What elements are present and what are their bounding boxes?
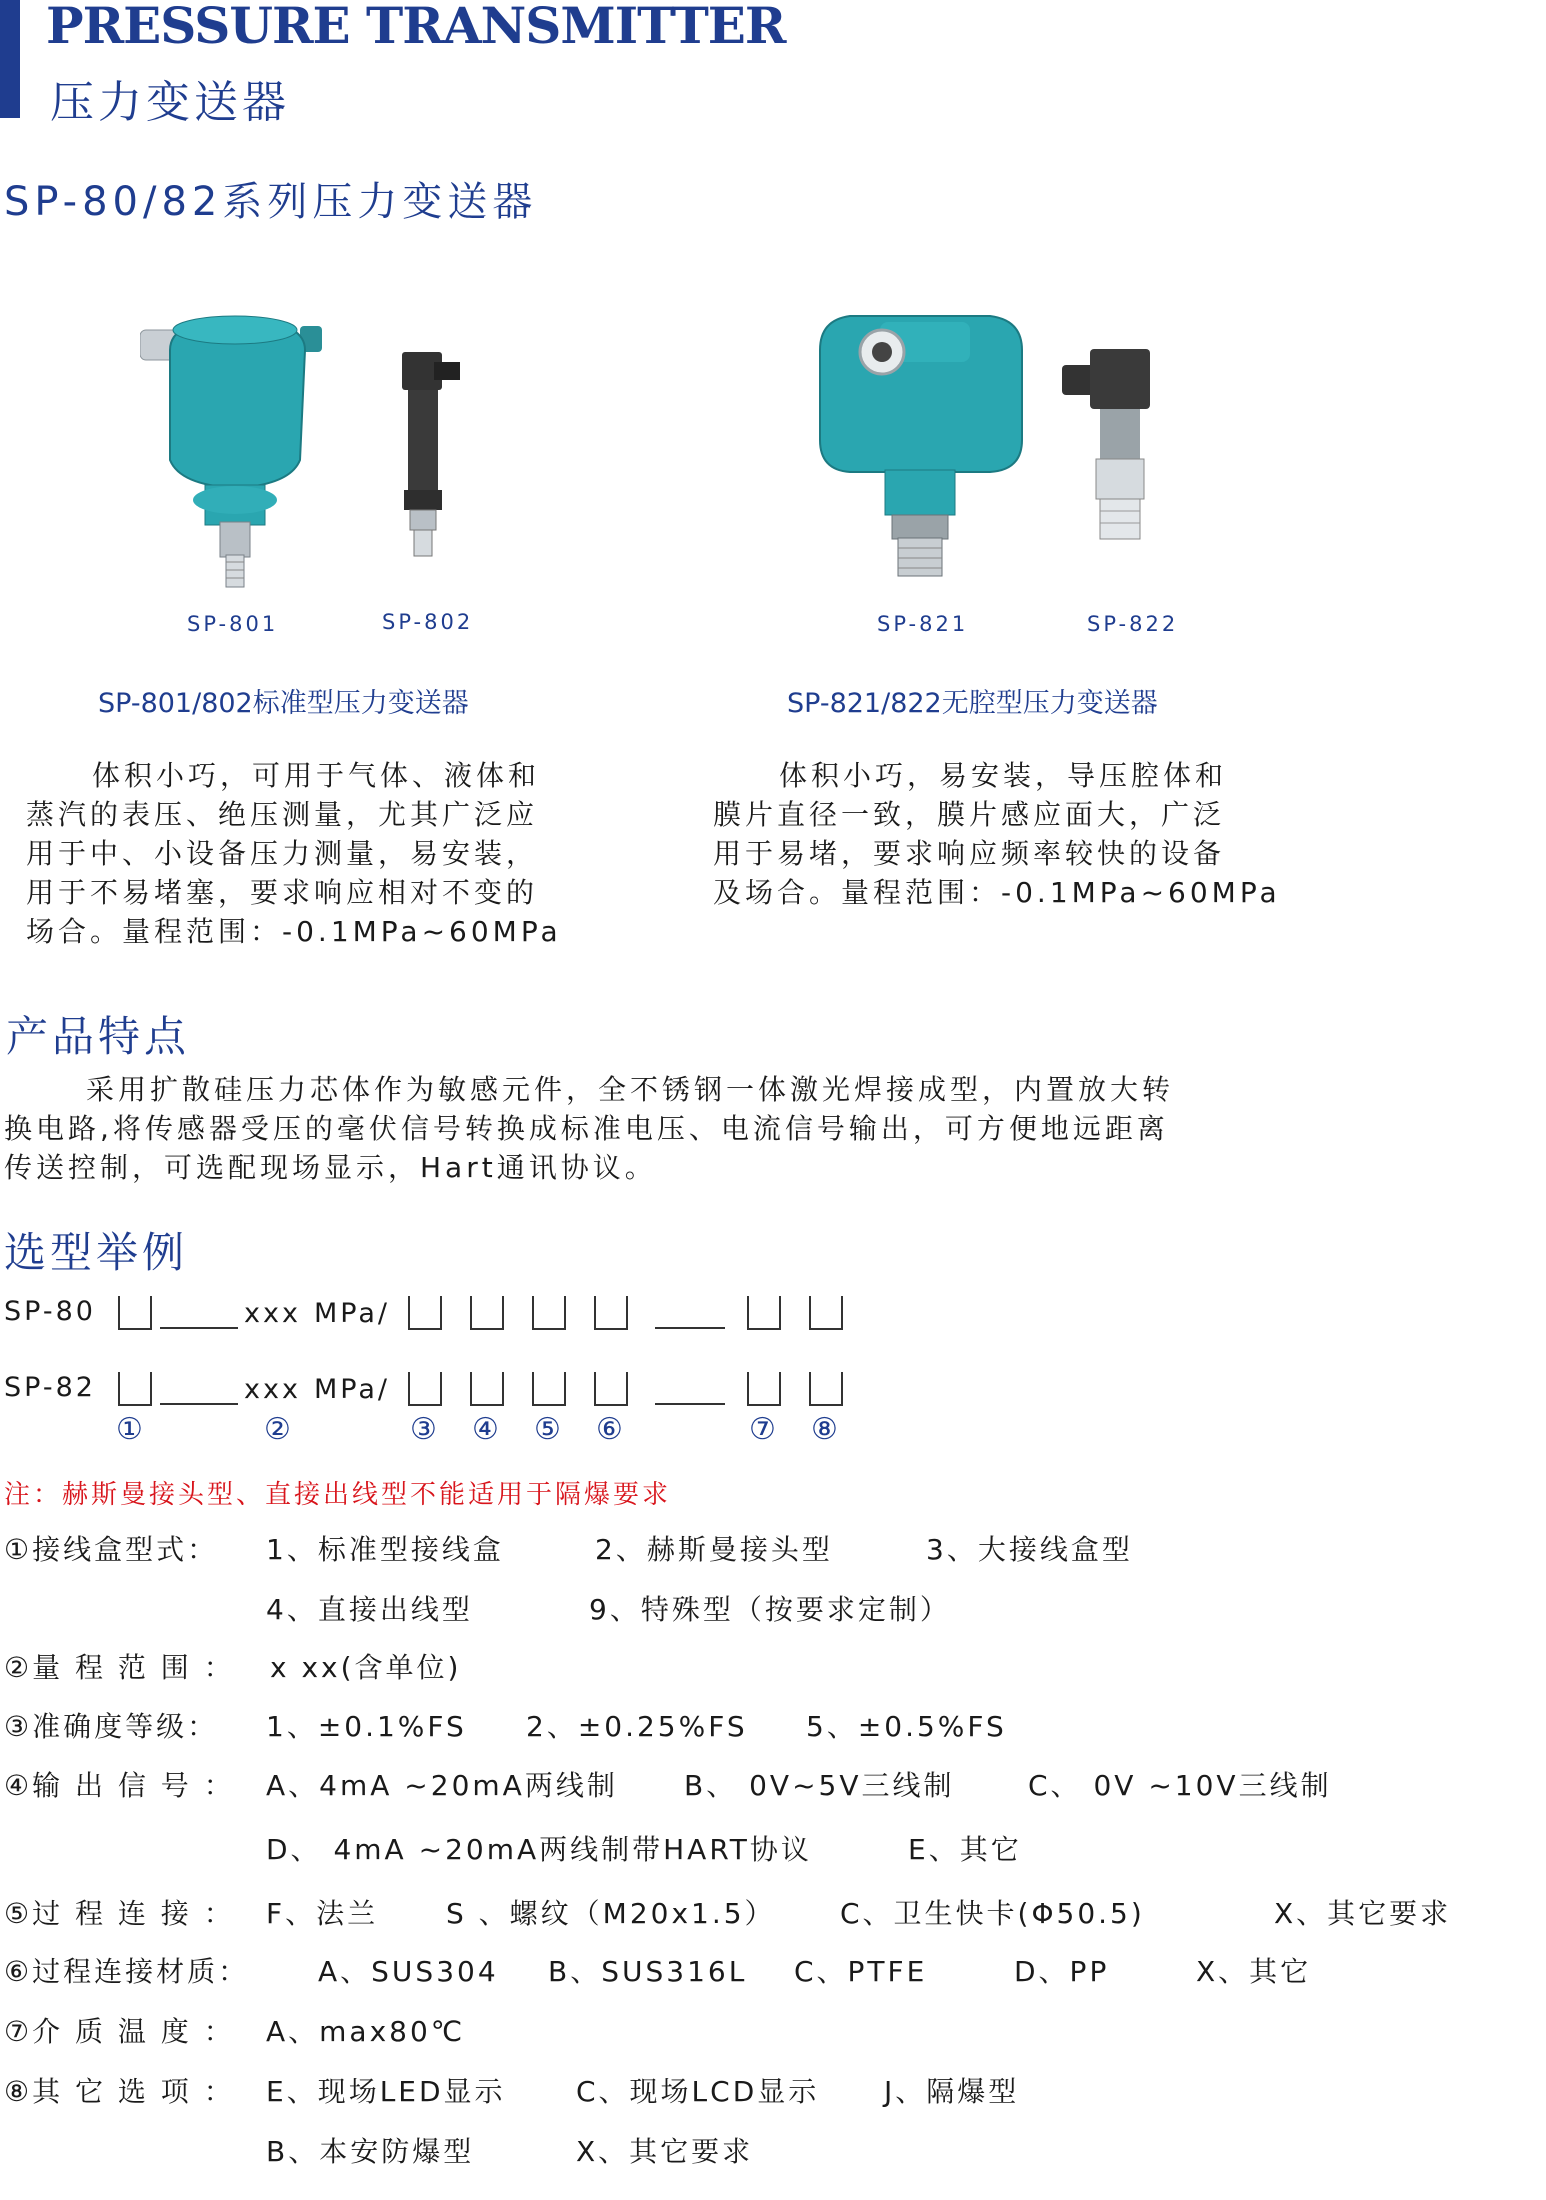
code-box-7 <box>747 1372 781 1406</box>
code-box-5 <box>532 1372 566 1406</box>
option-value: C、 0V ~10V三线制 <box>1028 1769 1332 1802</box>
option-value: C、PTFE <box>794 1955 928 1988</box>
code-dash <box>160 1327 238 1329</box>
code-unit: MPa/ <box>314 1374 391 1405</box>
code-box-4 <box>470 1372 504 1406</box>
code-box-4 <box>470 1296 504 1330</box>
marker-6: ⑥ <box>596 1412 623 1447</box>
code-range: xxx <box>244 1298 301 1329</box>
page-title-en: PRESSURE TRANSMITTER <box>46 0 786 55</box>
option-value: C、卫生快卡(Φ50.5) <box>840 1897 1145 1930</box>
feature-line: 换电路,将传感器受压的毫伏信号转换成标准电压、电流信号输出，可方便地远距离 <box>4 1112 1169 1145</box>
code-box-8 <box>809 1296 843 1330</box>
left-product-description <box>26 756 562 951</box>
option-value: X、其它要求 <box>1274 1897 1452 1930</box>
desc-line: 膜片直径一致，膜片感应面大，广泛 <box>713 798 1226 831</box>
marker-7: ⑦ <box>749 1412 776 1447</box>
code-row-prefix: SP-80 <box>4 1296 96 1327</box>
sp821-image <box>810 310 1030 580</box>
feature-line: 传送控制，可选配现场显示，Hart通讯协议。 <box>4 1151 657 1184</box>
option-value: 2、赫斯曼接头型 <box>595 1533 833 1566</box>
desc-line: 用于不易堵塞，要求响应相对不变的 <box>26 876 539 909</box>
feature-line: 采用扩散硅压力芯体作为敏感元件，全不锈钢一体激光焊接成型，内置放大转 <box>86 1073 1175 1106</box>
code-range: xxx <box>244 1374 301 1405</box>
code-box-3 <box>408 1296 442 1330</box>
desc-line: 用于中、小设备压力测量，易安装， <box>26 837 539 870</box>
option-value: 9、特殊型（按要求定制） <box>589 1593 951 1626</box>
code-box-6 <box>594 1372 628 1406</box>
desc-line: 用于易堵，要求响应频率较快的设备 <box>713 837 1226 870</box>
right-product-subtitle: SP-821/822无腔型压力变送器 <box>787 688 1158 719</box>
page-title-cn: 压力变送器 <box>50 77 290 128</box>
selection-note: 注：赫斯曼接头型、直接出线型不能适用于隔爆要求 <box>4 1480 672 1510</box>
code-dash <box>160 1403 238 1405</box>
desc-line: 体积小巧，易安装，导压腔体和 <box>779 759 1228 792</box>
option-value: 2、±0.25%FS <box>526 1710 748 1743</box>
option-value: B、本安防爆型 <box>266 2135 475 2168</box>
model-label-sp822: SP-822 <box>1087 612 1179 636</box>
desc-line: 场合。量程范围：-0.1MPa~60MPa <box>26 915 562 948</box>
option-label-2: ②量 程 范 围 ： <box>4 1651 235 1684</box>
option-label-3: ③准确度等级： <box>4 1710 219 1743</box>
option-label-7: ⑦介 质 温 度 ： <box>4 2015 235 2048</box>
option-value: 3、大接线盒型 <box>926 1533 1133 1566</box>
code-box-1 <box>118 1296 152 1330</box>
option-value: S 、螺纹（M20x1.5） <box>446 1897 776 1930</box>
code-box-7 <box>747 1296 781 1330</box>
desc-line: 蒸汽的表压、绝压测量，尤其广泛应 <box>26 798 539 831</box>
series-title: SP-80/82系列压力变送器 <box>4 179 538 225</box>
model-label-sp802: SP-802 <box>382 610 474 634</box>
option-value: D、PP <box>1014 1955 1110 1988</box>
option-value: 5、±0.5%FS <box>806 1710 1007 1743</box>
sp802-image <box>390 350 470 560</box>
option-value: B、 0V~5V三线制 <box>684 1769 955 1802</box>
option-label-6: ⑥过程连接材质： <box>4 1955 250 1988</box>
option-value: 1、±0.1%FS <box>266 1710 467 1743</box>
features-text <box>4 1070 1174 1187</box>
option-label-5: ⑤过 程 连 接 ： <box>4 1897 235 1930</box>
marker-8: ⑧ <box>811 1412 838 1447</box>
option-label-4: ④输 出 信 号 ： <box>4 1769 235 1802</box>
option-value: E、现场LED显示 <box>266 2075 506 2108</box>
selection-heading: 选型举例 <box>4 1228 189 1277</box>
option-value: C、现场LCD显示 <box>576 2075 820 2108</box>
features-heading: 产品特点 <box>6 1012 191 1061</box>
header-accent-bar <box>0 0 20 118</box>
desc-line: 体积小巧，可用于气体、液体和 <box>92 759 541 792</box>
marker-1: ① <box>116 1412 143 1447</box>
option-value: 4、直接出线型 <box>266 1593 473 1626</box>
marker-2: ② <box>264 1412 291 1447</box>
option-value: J、隔爆型 <box>884 2075 1020 2108</box>
option-value: X、其它 <box>1196 1955 1312 1988</box>
option-value: X、其它要求 <box>576 2135 754 2168</box>
option-value: A、max80℃ <box>266 2015 466 2048</box>
code-dash <box>655 1403 725 1405</box>
left-product-subtitle: SP-801/802标准型压力变送器 <box>98 688 469 719</box>
code-box-6 <box>594 1296 628 1330</box>
code-box-1 <box>118 1372 152 1406</box>
code-box-5 <box>532 1296 566 1330</box>
model-label-sp801: SP-801 <box>187 612 279 636</box>
option-value: E、其它 <box>908 1833 1022 1866</box>
desc-line: 及场合。量程范围：-0.1MPa~60MPa <box>713 876 1281 909</box>
marker-4: ④ <box>472 1412 499 1447</box>
marker-3: ③ <box>410 1412 437 1447</box>
code-box-3 <box>408 1372 442 1406</box>
option-value: A、4mA ~20mA两线制 <box>266 1769 618 1802</box>
option-value: B、SUS316L <box>548 1955 748 1988</box>
marker-5: ⑤ <box>534 1412 561 1447</box>
option-value: x xx(含单位) <box>270 1651 462 1684</box>
option-label-1: ①接线盒型式： <box>4 1533 219 1566</box>
code-dash <box>655 1327 725 1329</box>
right-product-description <box>713 756 1281 912</box>
code-unit: MPa/ <box>314 1298 391 1329</box>
sp822-image <box>1060 345 1170 545</box>
option-value: D、 4mA ~20mA两线制带HART协议 <box>266 1833 812 1866</box>
code-box-8 <box>809 1372 843 1406</box>
option-value: 1、标准型接线盒 <box>266 1533 504 1566</box>
option-label-8: ⑧其 它 选 项 ： <box>4 2075 235 2108</box>
option-value: F、法兰 <box>266 1897 379 1930</box>
option-value: A、SUS304 <box>318 1955 499 1988</box>
code-row-prefix: SP-82 <box>4 1372 96 1403</box>
model-label-sp821: SP-821 <box>877 612 969 636</box>
sp801-image <box>140 310 330 590</box>
